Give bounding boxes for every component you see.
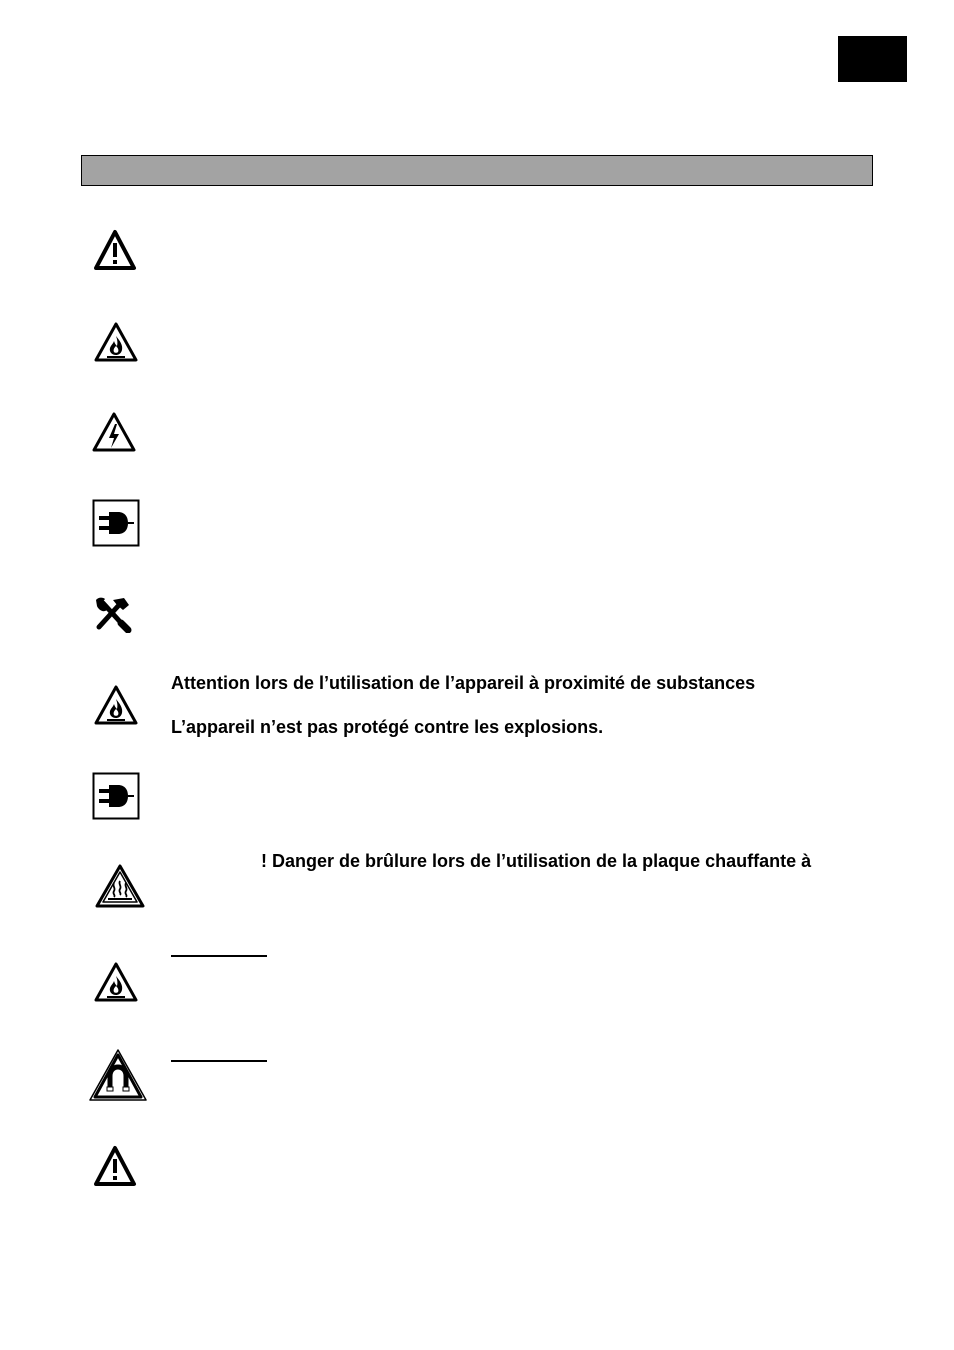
magnetic-field-icon (88, 1048, 148, 1102)
flammable-icon (93, 321, 139, 363)
hot-surface-warning-line: ! Danger de brûlure lors de l’utilisation de la plaque chauffante à (261, 851, 812, 871)
heading-underline (171, 955, 267, 957)
page-marker-block (838, 36, 907, 82)
unplug-icon (92, 499, 140, 547)
section-header-bar (81, 155, 873, 186)
warning-icon (93, 229, 137, 271)
flammable-warning-line1: Attention lors de l’utilisation de l’appareil à proximité de substances (171, 673, 756, 693)
warning-icon (93, 1145, 137, 1187)
flammable-icon (93, 684, 139, 726)
hot-surface-icon (94, 863, 146, 909)
heading-underline (171, 1060, 267, 1062)
flammable-warning-line2: L’appareil n’est pas protégé contre les explosions. (171, 717, 604, 737)
flammable-icon (93, 961, 139, 1003)
tools-icon (93, 595, 133, 633)
unplug-icon (92, 772, 140, 820)
electric-shock-icon (91, 411, 137, 453)
